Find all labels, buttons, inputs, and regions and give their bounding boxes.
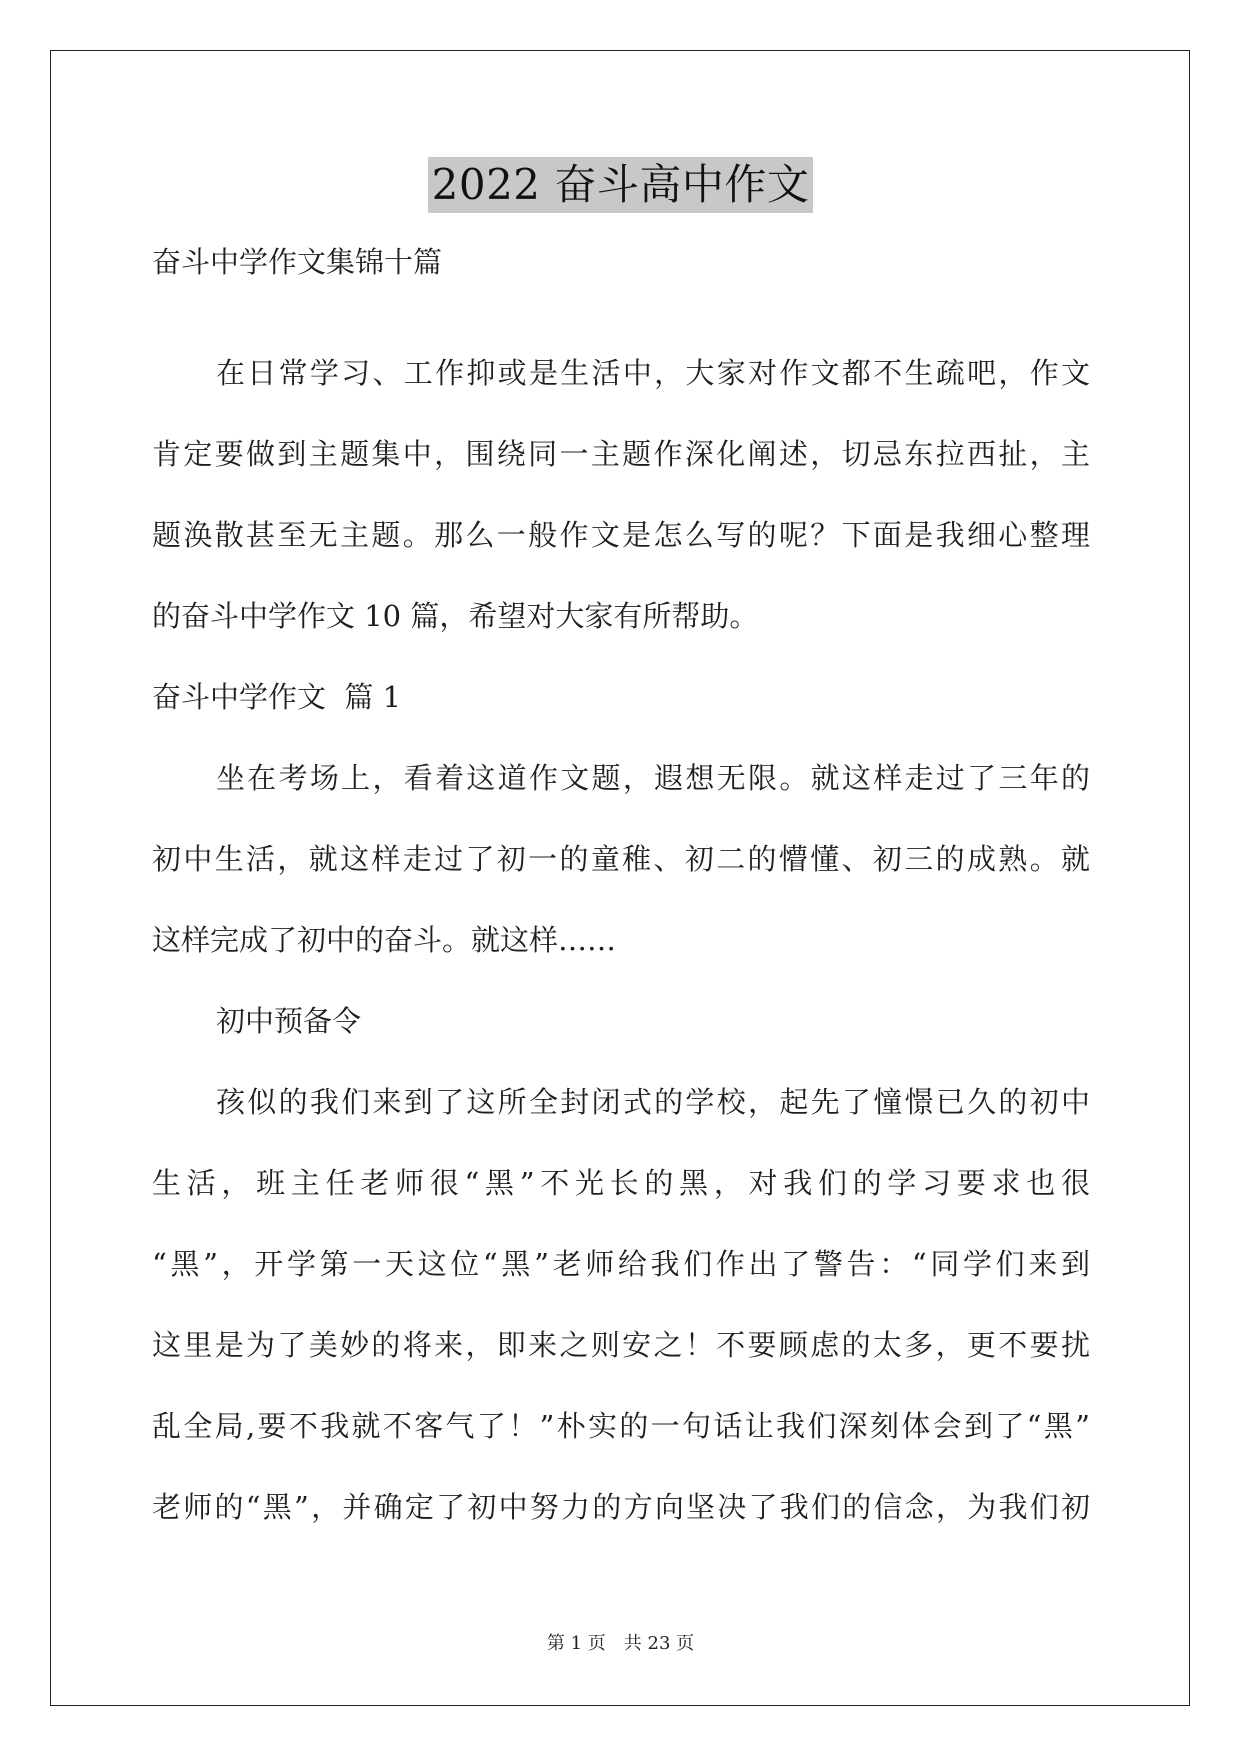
- essay-paragraph: [152, 981, 1090, 1062]
- essay-paragraph: [152, 738, 1090, 981]
- paragraph-line: 坐在考场上，看着这道作文题，遐想无限。就这样走过了三年的: [216, 761, 1090, 795]
- paragraph-line: 这样完成了初中的奋斗。就这样……: [152, 923, 617, 957]
- paragraph-line: 初中生活，就这样走过了初一的童稚、初二的懵懂、初三的成熟。就: [152, 842, 1090, 876]
- paragraph-line: 孩似的我们来到了这所全封闭式的学校，起先了憧憬已久的初中: [216, 1085, 1090, 1119]
- page-total: 共 23 页: [623, 1633, 695, 1654]
- paragraph-line: “黑”，开学第一天这位“黑”老师给我们作出了警告：“同学们来到: [152, 1247, 1090, 1281]
- page-number: 第 1 页: [546, 1633, 606, 1654]
- paragraph-line: 老师的“黑”，并确定了初中努力的方向坚决了我们的信念，为我们初: [152, 1490, 1090, 1524]
- spacer: [152, 303, 1090, 333]
- page-footer: [0, 1632, 1241, 1656]
- document-title: 2022 奋斗高中作文: [428, 157, 814, 213]
- document-body: [152, 222, 1090, 1548]
- paragraph-line: 乱全局,要不我就不客气了！”朴实的一句话让我们深刻体会到了“黑”: [152, 1409, 1090, 1443]
- paragraph-line: 的奋斗中学作文 10 篇，希望对大家有所帮助。: [152, 599, 759, 633]
- title-container: [0, 157, 1241, 213]
- paragraph-line: 在日常学习、工作抑或是生活中，大家对作文都不生疏吧，作文: [216, 356, 1090, 390]
- essay-paragraph: [152, 1062, 1090, 1548]
- paragraph-line: 题涣散甚至无主题。那么一般作文是怎么写的呢？下面是我细心整理: [152, 518, 1090, 552]
- essay-heading: 奋斗中学作文 篇 1: [152, 680, 402, 714]
- intro-paragraph: [152, 333, 1090, 657]
- paragraph-line: 这里是为了美妙的将来，即来之则安之！不要顾虑的太多，更不要扰: [152, 1328, 1090, 1362]
- collection-subtitle: 奋斗中学作文集锦十篇: [152, 245, 443, 279]
- paragraph-line: 生活，班主任老师很“黑”不光长的黑，对我们的学习要求也很: [152, 1166, 1090, 1200]
- section-subheading: 初中预备令: [216, 1004, 362, 1038]
- paragraph-line: 肯定要做到主题集中，围绕同一主题作深化阐述，切忌东拉西扯，主: [152, 437, 1090, 471]
